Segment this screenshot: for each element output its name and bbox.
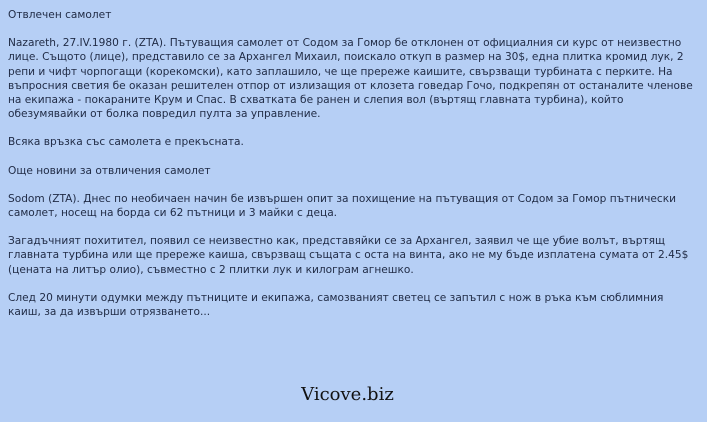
article-headline: Отвлечен самолет bbox=[8, 9, 112, 21]
site-watermark: Vicove.biz bbox=[301, 384, 394, 405]
article-headline: Още новини за отвличения самолет bbox=[8, 164, 211, 177]
article-paragraph: Sodom (ZTA). Днес по необичаен начин бе извършен опит за похищение на пътуващия от Содом за Гомор пътнически самолет, носещ на борда си 62 пътници и 3 майки с деца. bbox=[8, 192, 676, 220]
article-content bbox=[8, 8, 698, 333]
article-paragraph: Nazareth, 27.IV.1980 г. (ZTA). Пътуващия самолет от Содом за Гомор бе отклонен от официалния си курс от неизвестно лице. Същото (лице), представило се за Архангел Михаил, поискало откуп в размер на 30$, една плитка кромид лук, 2 репи и чифт чорпогащи (корекомски), като заплашило, че ще пререже каишите, свързващи турбината с перките. На въпросния светия бе оказан решителен отпор от излизащия от клозета говедар Гочо, подкрепян от останалите членове на екипажа - покараните Крум и Спас. В схватката бе ранен и слепия вол (въртящ главната турбина), който обезумявайки от болка повредил пулта за управление. bbox=[8, 37, 693, 121]
article-paragraph: Всяка връзка със самолета е прекъсната. bbox=[8, 136, 244, 149]
article-paragraph: След 20 минути одумки между пътниците и екипажа, самозваният светец се запътил с нож в ръка към сюблимния каиш, за да извърши отрязването... bbox=[8, 291, 664, 319]
article-paragraph: Загадъчният похитител, появил се неизвестно как, представяйки се за Архангел, заявил че ще убие волът, въртящ главната турбина или ще пререже каиша, свързващ същата с оста на винта, ако не му бъде изплатена сумата от 2.45$ (цената на литър олио), съвместно с 2 плитки лук и килограм агнешко. bbox=[8, 235, 689, 276]
